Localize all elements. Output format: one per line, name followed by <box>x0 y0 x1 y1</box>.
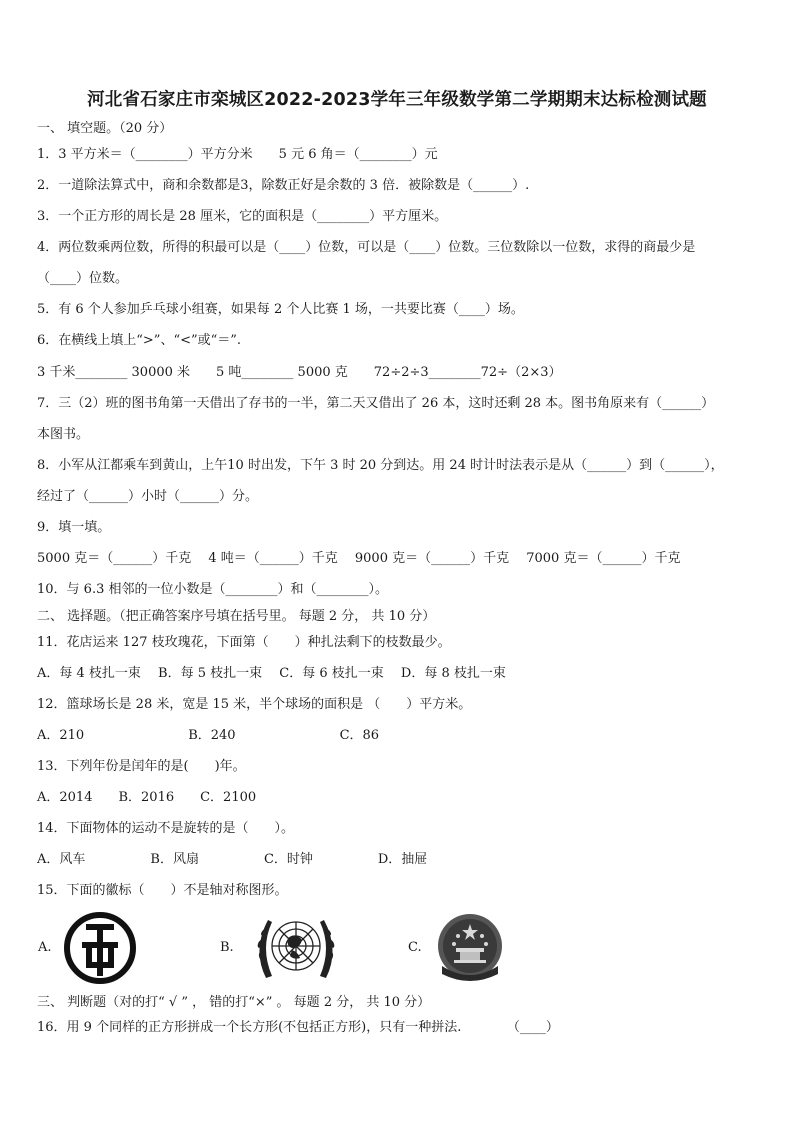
question-13: 13．下列年份是闰年的是( )年。 <box>37 759 246 774</box>
question-1: 1．3 平方米＝（________）平方分米 5 元 6 角＝（________）元 <box>37 147 438 162</box>
question-11-options: A．每 4 枝扎一束 B．每 5 枝扎一束 C．每 6 枝扎一束 D．每 8 枝扎一束 <box>37 666 506 681</box>
question-16: 16．用 9 个同样的正方形拼成一个长方形(不包括正方形)，只有一种拼法. （____） <box>37 1020 559 1035</box>
option-a-label: A. <box>38 940 52 955</box>
section-fill-in: 一、 填空题。（20 分） <box>37 121 173 136</box>
option-c-label: C. <box>408 940 422 955</box>
question-11: 11．花店运来 127 枝玫瑰花，下面第（ ）种扎法剩下的枝数最少。 <box>37 635 451 650</box>
question-5: 5．有 6 个人参加乒乓球小组赛，如果每 2 个人比赛 1 场，一共要比赛（____）场。 <box>37 302 524 317</box>
question-14: 14．下面物体的运动不是旋转的是（ ）。 <box>37 821 295 836</box>
question-8-cont: 经过了（______）小时（______）分。 <box>37 489 259 504</box>
question-12: 12．篮球场长是 28 米，宽是 15 米，半个球场的面积是 （ ）平方米。 <box>37 697 472 712</box>
question-13-options: A．2014 B．2016 C．2100 <box>37 790 257 805</box>
un-emblem-icon <box>248 908 344 988</box>
national-emblem-icon <box>432 910 508 986</box>
question-4: 4．两位数乘两位数，所得的积最可以是（____）位数，可以是（____）位数。三位数除以一位数，求得的商最少是 <box>37 240 696 255</box>
question-9-items: 5000 克＝（______）千克 4 吨＝（______）千克 9000 克＝（______）千克 7000 克＝（______）千克 <box>37 551 681 566</box>
question-10: 10．与 6.3 相邻的一位小数是（________）和（________）。 <box>37 582 388 597</box>
page-title: 河北省石家庄市栾城区2022-2023学年三年级数学第二学期期末达标检测试题 <box>87 90 707 110</box>
section-choice: 二、 选择题。（把正确答案序号填在括号里。 每题 2 分， 共 10 分） <box>37 609 436 624</box>
question-8: 8．小军从江都乘车到黄山，上午10 时出发，下午 3 时 20 分到达。用 24 时计时法表示是从（______）到（______）， <box>37 458 724 473</box>
question-7: 7．三（2）班的图书角第一天借出了存书的一半，第二天又借出了 26 本，这时还剩 28 本。图书角原来有（______） <box>37 396 715 411</box>
section-judge: 三、 判断题（对的打“ √ ” ， 错的打“×” 。 每题 2 分， 共 10 分） <box>37 995 431 1010</box>
question-15: 15．下面的徽标（ ）不是轴对称图形。 <box>37 883 288 898</box>
bank-logo-icon <box>64 912 136 984</box>
question-3: 3．一个正方形的周长是 28 厘米，它的面积是（________）平方厘米。 <box>37 209 448 224</box>
question-4-cont: （____）位数。 <box>37 271 129 286</box>
question-7-cont: 本图书。 <box>37 427 90 442</box>
question-2: 2．一道除法算式中，商和余数都是3，除数正好是余数的 3 倍．被除数是（______）. <box>37 178 530 193</box>
question-9: 9．填一填。 <box>37 520 111 535</box>
option-b-label: B. <box>220 940 234 955</box>
question-6-items: 3 千米________ 30000 米 5 吨________ 5000 克 72÷2÷3________72÷（2×3） <box>37 365 562 380</box>
question-12-options: A．210 B．240 C．86 <box>37 728 380 743</box>
question-6: 6．在横线上填上“>”、“<”或“＝”. <box>37 333 242 348</box>
question-14-options: A．风车 B．风扇 C．时钟 D．抽屉 <box>37 852 428 867</box>
